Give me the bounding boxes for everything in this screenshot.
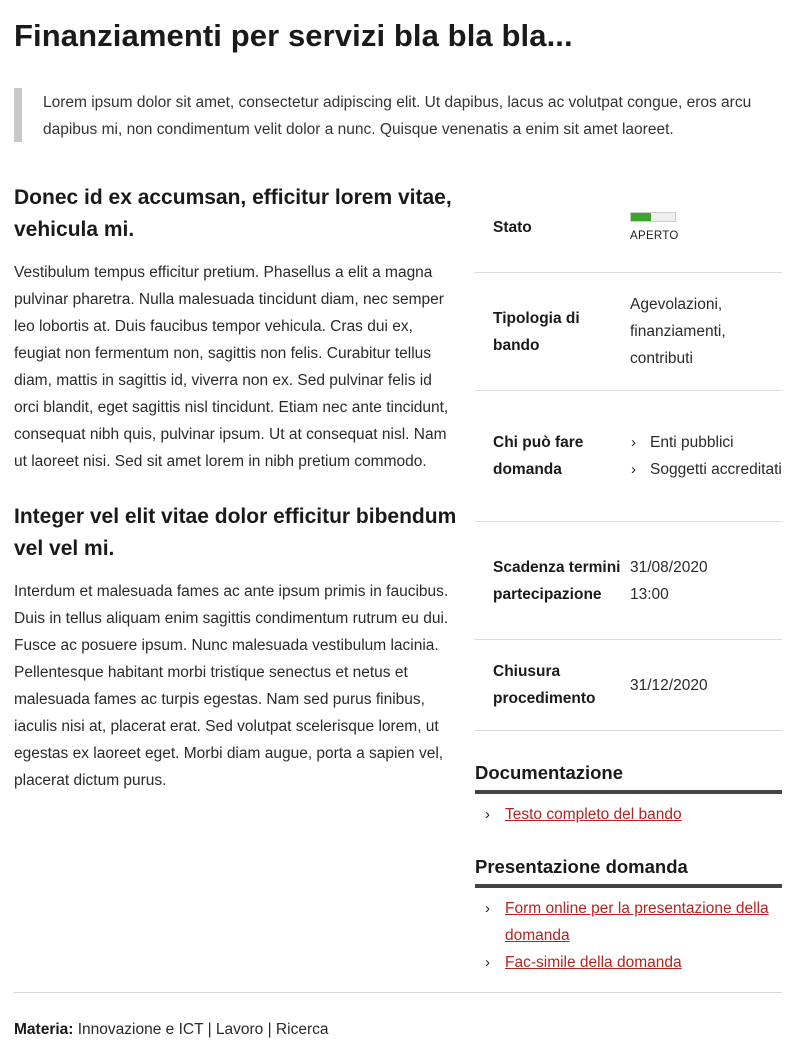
chevron-right-icon: › (485, 900, 490, 917)
info-row-chiusura (475, 640, 782, 731)
info-label: Chiusura procedimento (493, 663, 596, 707)
chevron-right-icon: › (485, 954, 490, 971)
info-sidebar (475, 182, 782, 976)
link-fac-simile[interactable]: Fac-simile della domanda (505, 954, 682, 971)
documentazione-links (475, 801, 782, 828)
info-value (630, 210, 782, 244)
info-row-chi-puo-fare-domanda (475, 391, 782, 522)
info-label: Tipologia di bando (493, 309, 580, 354)
list-item-label: Soggetti accreditati (650, 461, 782, 478)
deadline-time: 13:00 (630, 585, 669, 603)
info-label: Chi può fare domanda (493, 434, 584, 478)
chevron-right-icon: › (631, 461, 636, 478)
list-item (475, 949, 782, 976)
info-label: Scadenza termini partecipazione (493, 558, 621, 603)
list-item (630, 456, 782, 483)
chevron-right-icon: › (631, 434, 636, 451)
eligible-list (630, 429, 782, 483)
link-form-online[interactable]: Form online per la presentazione della domanda (505, 900, 769, 944)
divider (14, 992, 782, 993)
lead-quote: Lorem ipsum dolor sit amet, consectetur adipiscing elit. Ut dapibus, lacus ac volutpat congue, eros arcu dapibus mi, non condimentum velit dolor a nunc. Quisque venenatis a enim sit amet laoreet. (14, 88, 784, 142)
page-title: Finanziamenti per servizi bla bla bla... (14, 18, 573, 53)
chevron-right-icon: › (485, 806, 490, 823)
documentazione-heading: Documentazione (475, 760, 782, 794)
info-value: 31/12/2020 (630, 676, 708, 694)
main-content (14, 182, 460, 794)
status-badge: APERTO (630, 230, 679, 242)
list-item (475, 895, 782, 949)
list-item (475, 801, 782, 828)
section-body: Interdum et malesuada fames ac ante ipsum primis in faucibus. Duis in tellus aliquam enim sagittis condimentum rutrum eu dui. Fusce ac posuere ipsum. Nunc malesuada vestibulum lacinia. Pellentesque habitant morbi tristique senectus et netus et malesuada fames ac turpis egestas. Nam sed purus finibus, iaculis nisi at, placerat erat. Sed volutpat scelerisque lorem, ut egestas ex laoreet eget. Morbi diam augue, porta a sapien vel, placerat dictum purus. (14, 583, 449, 789)
materia-label: Materia: (14, 1021, 74, 1038)
list-item-label: Enti pubblici (650, 434, 734, 451)
deadline-date: 31/08/2020 (630, 558, 708, 576)
link-testo-completo-bando[interactable]: Testo completo del bando (505, 806, 682, 823)
section-body: Vestibulum tempus efficitur pretium. Phasellus a elit a magna pulvinar pharetra. Nulla malesuada tincidunt diam, nec semper leo lobortis at. Duis faucibus tempor vehicula. Cras dui ex, feugiat non fermentum non, sagittis non felis. Curabitur tellus diam, mattis in sagittis id, viverra non ex. Sed pulvinar felis id orci blandit, eget sagittis nisl tincidunt. Etiam nec ante tincidunt, consequat nibh quis, pulvinar ipsum. Ut at consequat nisl. Nam ut laoreet nisi. Sed sit amet lorem in nibh pretium commodo. (14, 264, 449, 470)
materia-value: Innovazione e ICT | Lavoro | Ricerca (77, 1021, 329, 1038)
section-heading: Donec id ex accumsan, efficitur lorem vitae, vehicula mi. (14, 186, 452, 241)
section-heading: Integer vel elit vitae dolor efficitur bibendum vel vel mi. (14, 505, 457, 560)
info-value (630, 554, 782, 608)
status-progress-fill (631, 213, 651, 221)
list-item (630, 429, 782, 456)
info-label: Stato (493, 218, 532, 236)
status-progress-bar (630, 212, 676, 222)
info-row-stato (475, 182, 782, 273)
presentazione-heading: Presentazione domanda (475, 854, 782, 888)
presentazione-links (475, 895, 782, 976)
materia-footer (14, 1021, 328, 1039)
info-value (630, 429, 782, 483)
info-row-tipologia (475, 273, 782, 391)
info-row-scadenza (475, 522, 782, 640)
info-value: Agevolazioni, finanziamenti, contributi (630, 296, 726, 367)
